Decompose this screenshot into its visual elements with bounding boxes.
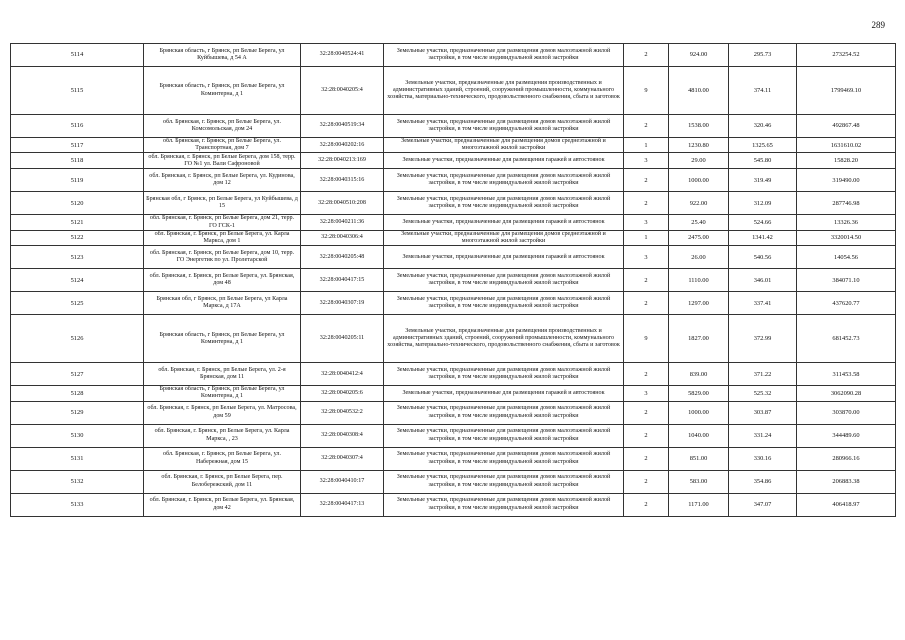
land-use-cell: Земельные участки, предназначенные для размещения домов малоэтажной жилой застройки, в том числе индивидуальной жилой застройки <box>384 169 624 192</box>
address-cell: обл. Брянская, г. Брянск, рп Белые Берега, дом 158, терр. ГО №1 ул. Вали Сафроновой <box>144 153 301 169</box>
table-row <box>11 424 896 447</box>
cadastral-number-cell: 32:28:0040524:41 <box>301 44 384 67</box>
rate-cell: 295.73 <box>729 44 797 67</box>
land-use-cell: Земельные участки, предназначенные для размещения домов малоэтажной жилой застройки, в том числе индивидуальной жилой застройки <box>384 401 624 424</box>
table-body <box>11 44 896 517</box>
row-number-cell: 5114 <box>11 44 144 67</box>
area-cell: 1538.00 <box>669 115 729 138</box>
land-use-cell: Земельные участки, предназначенные для размещения домов малоэтажной жилой застройки, в том числе индивидуальной жилой застройки <box>384 470 624 493</box>
cadastral-number-cell: 32:28:0040410:17 <box>301 470 384 493</box>
cadastral-number-cell: 32:28:0040213:169 <box>301 153 384 169</box>
group-cell: 1 <box>624 230 669 245</box>
row-number-cell: 5128 <box>11 386 144 401</box>
area-cell: 1000.00 <box>669 401 729 424</box>
area-cell: 1000.00 <box>669 169 729 192</box>
land-use-cell: Земельные участки, предназначенные для размещения гаражей и автостоянок <box>384 153 624 169</box>
land-use-cell: Земельные участки, предназначенные для размещения производственных и административных зданий, строений, сооружений промышленности, коммунального хозяйства, материально-технического, продовольственного снабжения, сбыта и заготовок <box>384 315 624 363</box>
row-number-cell: 5115 <box>11 67 144 115</box>
cadastral-value-cell: 492867.48 <box>797 115 896 138</box>
group-cell: 2 <box>624 470 669 493</box>
rate-cell: 337.41 <box>729 292 797 315</box>
rate-cell: 346.01 <box>729 269 797 292</box>
group-cell: 2 <box>624 447 669 470</box>
address-cell: обл. Брянская, г. Брянск, рп Белые Берега, пер. Белобережский, дом 11 <box>144 470 301 493</box>
address-cell: обл. Брянская, г. Брянск, рп Белые Берега, ул. Набережная, дом 15 <box>144 447 301 470</box>
row-number-cell: 5133 <box>11 493 144 516</box>
group-cell: 2 <box>624 292 669 315</box>
cadastral-number-cell: 32:28:0040202:16 <box>301 138 384 153</box>
rate-cell: 524.66 <box>729 215 797 230</box>
cadastral-value-cell: 1631610.02 <box>797 138 896 153</box>
cadastral-value-cell: 1799469.10 <box>797 67 896 115</box>
area-cell: 1827.00 <box>669 315 729 363</box>
area-cell: 1110.00 <box>669 269 729 292</box>
cadastral-number-cell: 32:28:0040532:2 <box>301 401 384 424</box>
rate-cell: 330.16 <box>729 447 797 470</box>
cadastral-value-cell: 15828.20 <box>797 153 896 169</box>
address-cell: Брянская обл, г Брянск, рп Белые Берега, ул Куйбышева, д 15 <box>144 192 301 215</box>
table-row <box>11 363 896 386</box>
table-row <box>11 447 896 470</box>
row-number-cell: 5117 <box>11 138 144 153</box>
area-cell: 839.00 <box>669 363 729 386</box>
land-use-cell: Земельные участки, предназначенные для размещения гаражей и автостоянок <box>384 386 624 401</box>
rate-cell: 1341.42 <box>729 230 797 245</box>
cadastral-value-cell: 13326.36 <box>797 215 896 230</box>
cadastral-value-cell: 280966.16 <box>797 447 896 470</box>
address-cell: Брянская область, г Брянск, рп Белые Берега, ул Коминтерна, д 1 <box>144 67 301 115</box>
cadastral-value-cell: 3062090.28 <box>797 386 896 401</box>
area-cell: 583.00 <box>669 470 729 493</box>
cadastral-value-cell: 344489.60 <box>797 424 896 447</box>
address-cell: обл. Брянская, г. Брянск, рп Белые Берега, ул. Транспортная, дом 7 <box>144 138 301 153</box>
table-row <box>11 386 896 401</box>
group-cell: 9 <box>624 67 669 115</box>
rate-cell: 347.07 <box>729 493 797 516</box>
rate-cell: 540.56 <box>729 246 797 269</box>
rate-cell: 331.24 <box>729 424 797 447</box>
table-row <box>11 138 896 153</box>
group-cell: 2 <box>624 115 669 138</box>
cadastral-number-cell: 32:28:0040205:11 <box>301 315 384 363</box>
group-cell: 9 <box>624 315 669 363</box>
group-cell: 3 <box>624 215 669 230</box>
land-use-cell: Земельные участки, предназначенные для размещения домов малоэтажной жилой застройки, в том числе индивидуальной жилой застройки <box>384 115 624 138</box>
rate-cell: 371.22 <box>729 363 797 386</box>
land-use-cell: Земельные участки, предназначенные для размещения домов малоэтажной жилой застройки, в том числе индивидуальной жилой застройки <box>384 292 624 315</box>
area-cell: 26.00 <box>669 246 729 269</box>
area-cell: 924.00 <box>669 44 729 67</box>
address-cell: обл. Брянская, г. Брянск, рп Белые Берега, ул. Брянская, дом 48 <box>144 269 301 292</box>
address-cell: обл. Брянская, г. Брянск, рп Белые Берега, ул. Матросова, дом 59 <box>144 401 301 424</box>
cadastral-value-cell: 206883.38 <box>797 470 896 493</box>
cadastral-number-cell: 32:28:0040205:6 <box>301 386 384 401</box>
cadastral-number-cell: 32:28:0040307:19 <box>301 292 384 315</box>
group-cell: 2 <box>624 424 669 447</box>
area-cell: 5829.00 <box>669 386 729 401</box>
rate-cell: 525.32 <box>729 386 797 401</box>
land-use-cell: Земельные участки, предназначенные для размещения домов малоэтажной жилой застройки, в том числе индивидуальной жилой застройки <box>384 493 624 516</box>
land-use-cell: Земельные участки, предназначенные для размещения гаражей и автостоянок <box>384 215 624 230</box>
cadastral-value-cell: 319490.00 <box>797 169 896 192</box>
row-number-cell: 5125 <box>11 292 144 315</box>
land-use-cell: Земельные участки, предназначенные для размещения домов малоэтажной жилой застройки, в том числе индивидуальной жилой застройки <box>384 44 624 67</box>
page-number: 289 <box>871 20 885 30</box>
address-cell: обл. Брянская, г. Брянск, рп Белые Берега, ул. Комсомольская, дом 24 <box>144 115 301 138</box>
group-cell: 3 <box>624 386 669 401</box>
land-use-cell: Земельные участки, предназначенные для размещения производственных и административных зданий, строений, сооружений промышленности, коммунального хозяйства, материально-технического, продовольственного снабжения, сбыта и заготовок <box>384 67 624 115</box>
rate-cell: 354.86 <box>729 470 797 493</box>
cadastral-value-cell: 406418.97 <box>797 493 896 516</box>
cadastral-value-cell: 681452.73 <box>797 315 896 363</box>
land-plot-table <box>10 43 896 517</box>
address-cell: обл. Брянская, г. Брянск, рп Белые Берега, ул. 2-я Брянская, дом 11 <box>144 363 301 386</box>
land-use-cell: Земельные участки, предназначенные для размещения домов малоэтажной жилой застройки, в том числе индивидуальной жилой застройки <box>384 424 624 447</box>
table-row <box>11 67 896 115</box>
address-cell: Брянская обл, г Брянск, рп Белые Берега, ул Карла Маркса, д 17А <box>144 292 301 315</box>
row-number-cell: 5120 <box>11 192 144 215</box>
address-cell: обл. Брянская, г. Брянск, рп Белые Берега, ул. Карла Маркса, , 23 <box>144 424 301 447</box>
cadastral-number-cell: 32:28:0040519:34 <box>301 115 384 138</box>
rate-cell: 319.49 <box>729 169 797 192</box>
row-number-cell: 5126 <box>11 315 144 363</box>
rate-cell: 312.09 <box>729 192 797 215</box>
table-row <box>11 192 896 215</box>
group-cell: 1 <box>624 138 669 153</box>
area-cell: 1297.00 <box>669 292 729 315</box>
cadastral-number-cell: 32:28:0040307:4 <box>301 447 384 470</box>
cadastral-number-cell: 32:28:0040205:4 <box>301 67 384 115</box>
row-number-cell: 5116 <box>11 115 144 138</box>
row-number-cell: 5123 <box>11 246 144 269</box>
address-cell: обл. Брянская, г. Брянск, рп Белые Берега, ул. Карла Маркса, дом 1 <box>144 230 301 245</box>
group-cell: 2 <box>624 363 669 386</box>
area-cell: 4810.00 <box>669 67 729 115</box>
cadastral-value-cell: 287746.98 <box>797 192 896 215</box>
cadastral-value-cell: 311453.58 <box>797 363 896 386</box>
cadastral-value-cell: 3320014.50 <box>797 230 896 245</box>
area-cell: 25.40 <box>669 215 729 230</box>
cadastral-value-cell: 303870.00 <box>797 401 896 424</box>
group-cell: 2 <box>624 269 669 292</box>
table-row <box>11 269 896 292</box>
land-use-cell: Земельные участки, предназначенные для размещения гаражей и автостоянок <box>384 246 624 269</box>
land-use-cell: Земельные участки, предназначенные для размещения домов среднеэтажной и многоэтажной жилой застройки <box>384 230 624 245</box>
land-use-cell: Земельные участки, предназначенные для размещения домов среднеэтажной и многоэтажной жилой застройки <box>384 138 624 153</box>
cadastral-number-cell: 32:28:0040211:36 <box>301 215 384 230</box>
table-row <box>11 153 896 169</box>
table-row <box>11 401 896 424</box>
group-cell: 3 <box>624 246 669 269</box>
cadastral-number-cell: 32:28:0040510:208 <box>301 192 384 215</box>
row-number-cell: 5127 <box>11 363 144 386</box>
cadastral-number-cell: 32:28:0040308:4 <box>301 424 384 447</box>
area-cell: 922.00 <box>669 192 729 215</box>
rate-cell: 374.11 <box>729 67 797 115</box>
cadastral-value-cell: 14054.56 <box>797 246 896 269</box>
table-row <box>11 115 896 138</box>
area-cell: 851.00 <box>669 447 729 470</box>
area-cell: 2475.00 <box>669 230 729 245</box>
group-cell: 2 <box>624 169 669 192</box>
table-row <box>11 292 896 315</box>
land-use-cell: Земельные участки, предназначенные для размещения домов малоэтажной жилой застройки, в том числе индивидуальной жилой застройки <box>384 192 624 215</box>
area-cell: 1171.00 <box>669 493 729 516</box>
table-row <box>11 230 896 245</box>
land-use-cell: Земельные участки, предназначенные для размещения домов малоэтажной жилой застройки, в том числе индивидуальной жилой застройки <box>384 363 624 386</box>
cadastral-value-cell: 437620.77 <box>797 292 896 315</box>
table-row <box>11 246 896 269</box>
land-use-cell: Земельные участки, предназначенные для размещения домов малоэтажной жилой застройки, в том числе индивидуальной жилой застройки <box>384 447 624 470</box>
row-number-cell: 5118 <box>11 153 144 169</box>
cadastral-number-cell: 32:28:0040417:13 <box>301 493 384 516</box>
land-use-cell: Земельные участки, предназначенные для размещения домов малоэтажной жилой застройки, в том числе индивидуальной жилой застройки <box>384 269 624 292</box>
address-cell: Брянская область, г Брянск, рп Белые Берега, ул Куйбышева, д 54 А <box>144 44 301 67</box>
row-number-cell: 5119 <box>11 169 144 192</box>
group-cell: 2 <box>624 44 669 67</box>
area-cell: 29.00 <box>669 153 729 169</box>
rate-cell: 320.46 <box>729 115 797 138</box>
table-row <box>11 169 896 192</box>
rate-cell: 303.87 <box>729 401 797 424</box>
row-number-cell: 5121 <box>11 215 144 230</box>
address-cell: Брянская область, г Брянск, рп Белые Берега, ул Коминтерна, д 1 <box>144 315 301 363</box>
address-cell: обл. Брянская, г. Брянск, рп Белые Берега, дом 10, терр. ГО Энергетик по ул. Пролетарской <box>144 246 301 269</box>
address-cell: Брянская область, г Брянск, рп Белые Берега, ул Коминтерна, д 1 <box>144 386 301 401</box>
table-row <box>11 470 896 493</box>
cadastral-number-cell: 32:28:0040417:15 <box>301 269 384 292</box>
group-cell: 2 <box>624 493 669 516</box>
table-row <box>11 493 896 516</box>
rate-cell: 1325.65 <box>729 138 797 153</box>
address-cell: обл. Брянская, г. Брянск, рп Белые Берега, ул. Кудинова, дом 12 <box>144 169 301 192</box>
cadastral-number-cell: 32:28:0040306:4 <box>301 230 384 245</box>
group-cell: 3 <box>624 153 669 169</box>
cadastral-number-cell: 32:28:0040315:16 <box>301 169 384 192</box>
table-row <box>11 315 896 363</box>
rate-cell: 372.99 <box>729 315 797 363</box>
cadastral-value-cell: 384071.10 <box>797 269 896 292</box>
table-row <box>11 44 896 67</box>
table-row <box>11 215 896 230</box>
row-number-cell: 5124 <box>11 269 144 292</box>
group-cell: 2 <box>624 401 669 424</box>
row-number-cell: 5129 <box>11 401 144 424</box>
cadastral-number-cell: 32:28:0040412:4 <box>301 363 384 386</box>
address-cell: обл. Брянская, г. Брянск, рп Белые Берега, дом 21, терр. ГО ГСК-1 <box>144 215 301 230</box>
cadastral-value-cell: 273254.52 <box>797 44 896 67</box>
row-number-cell: 5131 <box>11 447 144 470</box>
address-cell: обл. Брянская, г. Брянск, рп Белые Берега, ул. Брянская, дом 42 <box>144 493 301 516</box>
row-number-cell: 5130 <box>11 424 144 447</box>
row-number-cell: 5122 <box>11 230 144 245</box>
row-number-cell: 5132 <box>11 470 144 493</box>
area-cell: 1230.80 <box>669 138 729 153</box>
cadastral-number-cell: 32:28:0040205:48 <box>301 246 384 269</box>
rate-cell: 545.80 <box>729 153 797 169</box>
area-cell: 1040.00 <box>669 424 729 447</box>
group-cell: 2 <box>624 192 669 215</box>
